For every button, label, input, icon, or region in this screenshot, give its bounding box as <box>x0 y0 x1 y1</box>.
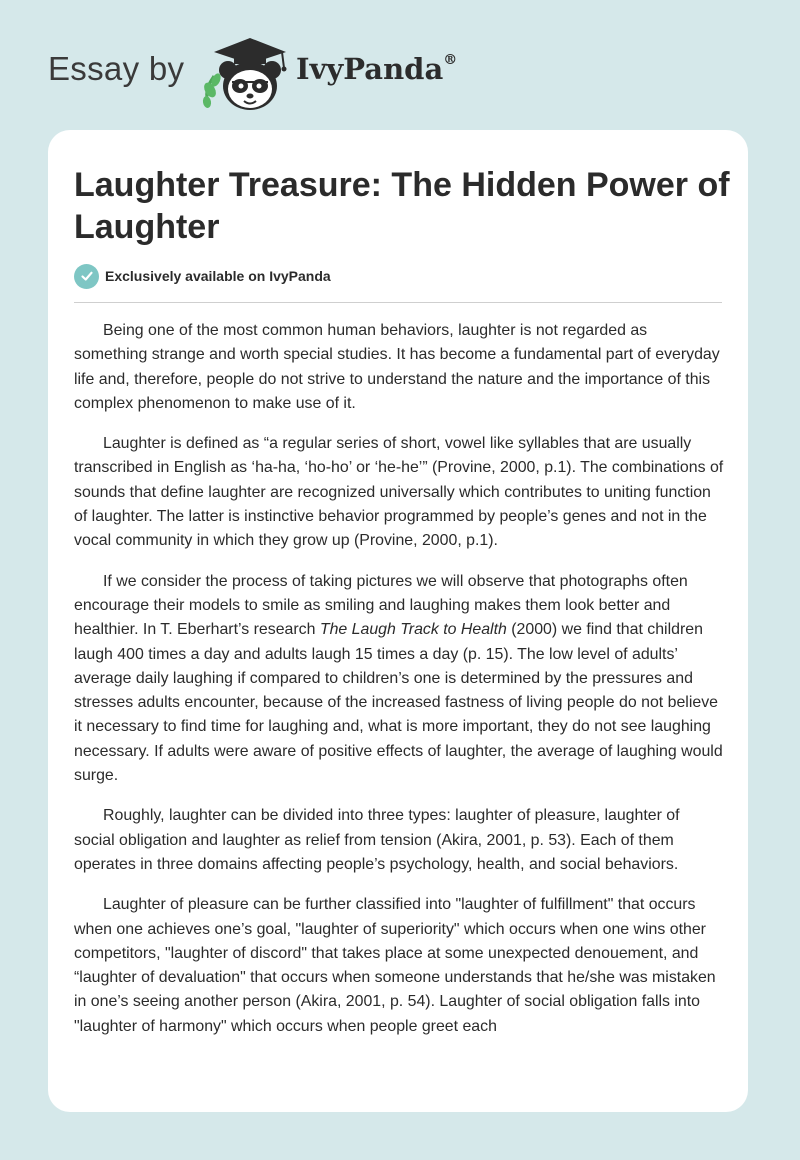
panda-graduate-icon[interactable] <box>198 32 294 112</box>
paragraph: Laughter of pleasure can be further classified into "laughter of fulfillment" that occurs when one achieves one’s goal, "laughter of superiority" which occurs when one wins other competitors, "laughter of discord" that takes place at some unexpected denouement, and “laughter of devaluation" that occurs when someone understands that he/she was mistaken in one’s seeing another person (Akira, 2001, p. 54). Laughter of social obligation falls into "laughter of harmony" which occurs when people greet each <box>74 896 716 1035</box>
exclusive-badge <box>74 263 331 289</box>
check-circle-icon <box>74 264 99 289</box>
essay-body <box>74 319 724 1055</box>
site-header <box>0 0 800 130</box>
paragraph <box>74 570 724 789</box>
paragraph: Laughter is defined as “a regular series of short, vowel like syllables that are usually transcribed in English as ‘ha-ha, ‘ho-ho’ or ‘he-he’” (Provine, 2000, p.1). The combinations of sounds that define laughter are recognized universally which contributes to uniting function of laughter. The latter is instinctive behavior programmed by people’s genes and not in the vocal community in which they grow up (Provine, 2000, p.1). <box>74 435 724 550</box>
essay-by-label: Essay by <box>48 50 185 87</box>
paragraph-text: If we consider the process of taking pictures we will observe that photographs often encourage their models to smile as smiling and laughing makes them look better and healthier. In T. Eberhart’s research <box>74 572 688 639</box>
brand-name[interactable] <box>296 52 457 86</box>
registered-mark: ® <box>443 52 458 69</box>
page-title: Laughter Treasure: The Hidden Power of Laughter <box>74 166 730 246</box>
exclusive-badge-label: Exclusively available on IvyPanda <box>105 268 331 284</box>
paragraph-text: (2000) we find that children laugh 400 times a day and adults laugh 15 times a day (p. 15). The low level of adults’ average daily laughing if compared to children’s one is determined by the pressures and stresses adults encounter, because of the increased fastness of living people do not believe it necessary to find time for laughing and, what is more important, they do not see laughing necessary. If adults were aware of positive effects of laughter, the average of laughing would surge. <box>74 621 723 785</box>
brand-text: IvyPanda <box>296 52 444 86</box>
paragraph: Being one of the most common human behaviors, laughter is not regarded as something strange and worth special studies. It has become a fundamental part of everyday life and, therefore, people do not strive to understand the nature and the importance of this complex phenomenon to make use of it. <box>74 322 720 412</box>
divider <box>74 302 722 303</box>
book-title: The Laugh Track to Health <box>319 621 507 639</box>
paragraph: Roughly, laughter can be divided into three types: laughter of pleasure, laughter of social obligation and laughter as relief from tension (Akira, 2001, p. 53). Each of them operates in three domains affecting people’s psychology, health, and social behaviors. <box>74 807 680 873</box>
essay-card <box>48 130 748 1112</box>
